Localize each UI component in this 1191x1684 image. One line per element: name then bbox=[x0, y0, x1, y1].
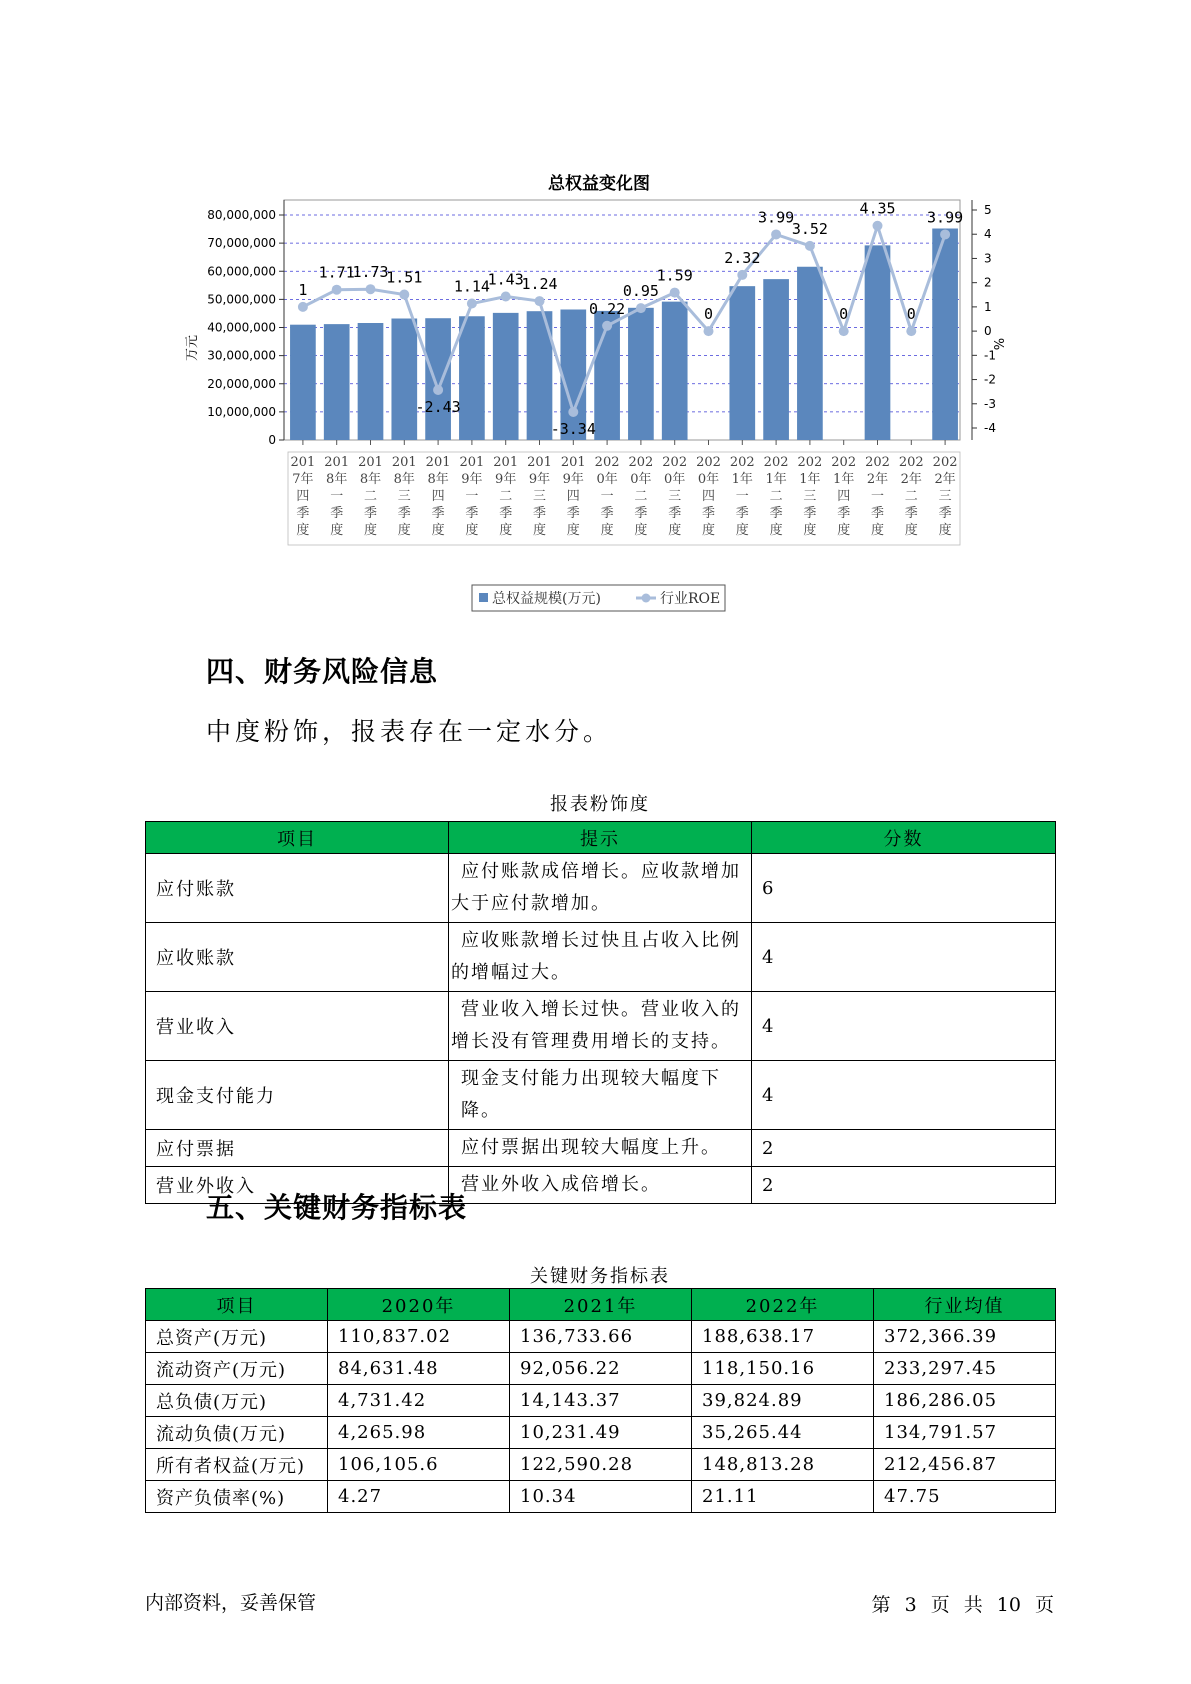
category-label: 201 bbox=[459, 455, 485, 470]
category-label: 季 bbox=[532, 506, 547, 521]
kpi-value-cell: 372,366.39 bbox=[874, 1321, 1056, 1353]
roe-point bbox=[704, 326, 714, 336]
roe-point bbox=[805, 241, 815, 251]
risk-table-caption: 报表粉饰度 bbox=[550, 794, 650, 815]
kpi-value-cell: 4.27 bbox=[328, 1481, 510, 1513]
category-label: 四 bbox=[431, 489, 445, 504]
footer-confidential: 内部资料，妥善保管 bbox=[145, 1592, 317, 1614]
equity-bar bbox=[425, 318, 451, 440]
y2-tick-label: -1 bbox=[984, 348, 996, 363]
section-5-heading: 五、关键财务指标表 bbox=[206, 1191, 468, 1224]
roe-data-label: 0 bbox=[839, 305, 849, 324]
category-label: 201 bbox=[560, 455, 586, 470]
equity-bar bbox=[763, 279, 789, 440]
risk-score-cell: 4 bbox=[752, 923, 1056, 992]
kpi-value-cell: 148,813.28 bbox=[692, 1449, 874, 1481]
kpi-header-cell: 行业均值 bbox=[874, 1289, 1056, 1321]
category-label: 202 bbox=[763, 455, 789, 470]
equity-bar bbox=[493, 313, 519, 440]
category-label: 季 bbox=[769, 506, 783, 521]
category-label: 季 bbox=[904, 506, 918, 521]
category-label: 季 bbox=[296, 506, 310, 521]
category-label: 度 bbox=[330, 523, 344, 538]
y-tick-label: 50,000,000 bbox=[207, 292, 276, 307]
category-label: 四 bbox=[566, 489, 580, 504]
y2-tick-label: -2 bbox=[984, 372, 996, 387]
risk-item-cell: 应付账款 bbox=[146, 854, 449, 923]
risk-item-cell: 应付票据 bbox=[146, 1130, 449, 1167]
risk-item-cell: 营业收入 bbox=[146, 992, 449, 1061]
plot-frame bbox=[284, 200, 960, 440]
category-label: 一 bbox=[735, 489, 749, 504]
category-label: 度 bbox=[431, 523, 445, 538]
category-label: 9年 bbox=[562, 472, 584, 487]
category-label: 201 bbox=[425, 455, 451, 470]
risk-table-header bbox=[146, 822, 1056, 854]
category-label: 8年 bbox=[393, 472, 415, 487]
chart-category-labels bbox=[288, 452, 960, 545]
kpi-item-cell: 资产负债率(%) bbox=[146, 1481, 328, 1513]
chart-bars bbox=[290, 229, 958, 441]
roe-data-label: 0.95 bbox=[622, 282, 659, 301]
risk-header-score: 分数 bbox=[752, 822, 1056, 854]
category-label: 季 bbox=[870, 506, 885, 521]
roe-data-label: 4.35 bbox=[859, 199, 896, 218]
category-label: 1年 bbox=[833, 472, 855, 487]
category-label: 度 bbox=[701, 523, 716, 538]
kpi-header-cell: 项目 bbox=[146, 1289, 328, 1321]
roe-point bbox=[399, 290, 409, 300]
roe-data-label: 2.32 bbox=[724, 248, 761, 267]
category-label: 201 bbox=[324, 455, 350, 470]
category-label: 季 bbox=[668, 506, 682, 521]
risk-tip-cell bbox=[449, 1130, 752, 1167]
roe-point bbox=[568, 407, 578, 417]
y-tick-label: 0 bbox=[268, 433, 276, 447]
risk-score-cell: 2 bbox=[752, 1167, 1056, 1204]
category-label: 度 bbox=[938, 523, 952, 538]
category-frame bbox=[288, 452, 960, 545]
kpi-item-cell: 总资产(万元) bbox=[146, 1321, 328, 1353]
category-label: 四 bbox=[837, 489, 851, 504]
equity-bar bbox=[662, 302, 688, 440]
category-label: 202 bbox=[662, 455, 688, 470]
y2-tick-label: 4 bbox=[984, 227, 992, 242]
legend-bar-swatch bbox=[479, 593, 488, 602]
risk-tip-line-1: 现金支付能力出现较大幅度下降。 bbox=[461, 1068, 721, 1121]
risk-table-row bbox=[146, 854, 1056, 923]
risk-header-tip: 提示 bbox=[449, 822, 752, 854]
equity-bar bbox=[290, 325, 316, 440]
risk-tip-line-1: 应付账款成倍增长。应收款增加 bbox=[461, 861, 741, 882]
kpi-value-cell: 122,590.28 bbox=[510, 1449, 692, 1481]
footer-page-number: 第 3 页 共 10 页 bbox=[871, 1594, 1054, 1616]
risk-item-cell: 营业外收入 bbox=[146, 1167, 449, 1204]
category-label: 9年 bbox=[495, 472, 517, 487]
category-label: 202 bbox=[932, 455, 958, 470]
category-label: 度 bbox=[397, 523, 411, 538]
roe-point bbox=[501, 291, 511, 301]
y2-tick-label: 1 bbox=[984, 299, 992, 314]
risk-tip-line-1: 营业外收入成倍增长。 bbox=[461, 1174, 661, 1195]
category-label: 9年 bbox=[528, 472, 551, 487]
risk-tip-cell bbox=[449, 1167, 752, 1204]
legend-bar-label: 总权益规模(万元) bbox=[492, 591, 601, 607]
risk-score-cell: 4 bbox=[752, 1061, 1056, 1130]
kpi-table-row bbox=[146, 1417, 1056, 1449]
kpi-value-cell: 136,733.66 bbox=[510, 1321, 692, 1353]
category-label: 7年 bbox=[292, 472, 314, 487]
category-label: 度 bbox=[837, 523, 851, 538]
y-tick-label: 10,000,000 bbox=[207, 404, 276, 419]
risk-tip-line-2: 的增幅过大。 bbox=[451, 962, 571, 983]
roe-data-label: 1.59 bbox=[656, 266, 693, 285]
category-label: 度 bbox=[600, 523, 614, 538]
kpi-value-cell: 4,265.98 bbox=[328, 1417, 510, 1449]
risk-table-row bbox=[146, 923, 1056, 992]
risk-tip-cell bbox=[449, 854, 752, 923]
kpi-value-cell: 233,297.45 bbox=[874, 1353, 1056, 1385]
risk-tip-line-2: 增长没有管理费用增长的支持。 bbox=[451, 1031, 731, 1052]
category-label: 季 bbox=[634, 506, 648, 521]
chart-title: 总权益变化图 bbox=[548, 174, 650, 194]
kpi-table-row bbox=[146, 1385, 1056, 1417]
roe-point bbox=[873, 221, 883, 231]
risk-tip-line-2: 大于应付款增加。 bbox=[451, 893, 611, 914]
roe-data-label: 1.73 bbox=[352, 263, 389, 282]
legend-line-label: 行业ROE bbox=[660, 591, 721, 607]
roe-data-label: 1.71 bbox=[318, 263, 355, 282]
kpi-value-cell: 10.34 bbox=[510, 1481, 692, 1513]
category-label: 二 bbox=[499, 489, 513, 504]
roe-data-label: 0 bbox=[703, 305, 714, 324]
category-label: 202 bbox=[797, 455, 823, 470]
equity-bar bbox=[459, 316, 485, 440]
category-label: 2年 bbox=[934, 472, 956, 487]
category-label: 三 bbox=[938, 489, 952, 504]
chart-legend bbox=[472, 585, 725, 611]
category-label: 季 bbox=[735, 506, 749, 521]
roe-point bbox=[670, 288, 680, 298]
kpi-value-cell: 84,631.48 bbox=[328, 1353, 510, 1385]
kpi-header-cell: 2022年 bbox=[692, 1289, 874, 1321]
y2-axis-label: % bbox=[990, 337, 1005, 351]
category-label: 季 bbox=[363, 506, 378, 521]
risk-tip-line-1: 应付票据出现较大幅度上升。 bbox=[461, 1137, 721, 1158]
category-label: 0年 bbox=[596, 472, 618, 487]
risk-tip-line-1: 营业收入增长过快。营业收入的 bbox=[461, 999, 741, 1020]
category-label: 201 bbox=[391, 455, 417, 470]
equity-bar bbox=[324, 324, 350, 440]
category-label: 四 bbox=[701, 489, 716, 504]
roe-data-label: -2.43 bbox=[415, 397, 461, 416]
roe-point bbox=[602, 321, 612, 331]
roe-point bbox=[535, 296, 545, 306]
category-label: 季 bbox=[938, 506, 952, 521]
category-label: 8年 bbox=[427, 472, 449, 487]
category-label: 季 bbox=[465, 506, 479, 521]
category-label: 三 bbox=[397, 489, 411, 504]
category-label: 季 bbox=[499, 506, 513, 521]
category-label: 四 bbox=[296, 489, 310, 504]
category-label: 9年 bbox=[461, 472, 483, 487]
category-label: 度 bbox=[634, 523, 648, 538]
risk-tip-cell bbox=[449, 923, 752, 992]
kpi-header-cell: 2021年 bbox=[510, 1289, 692, 1321]
roe-data-label: 3.99 bbox=[758, 208, 795, 227]
risk-table-row bbox=[146, 1061, 1056, 1130]
kpi-table-row bbox=[146, 1481, 1056, 1513]
kpi-value-cell: 106,105.6 bbox=[328, 1449, 510, 1481]
category-label: 季 bbox=[330, 506, 344, 521]
category-label: 度 bbox=[363, 523, 378, 538]
category-label: 二 bbox=[634, 489, 648, 504]
kpi-value-cell: 188,638.17 bbox=[692, 1321, 874, 1353]
category-label: 季 bbox=[431, 506, 445, 521]
category-label: 2年 bbox=[900, 472, 922, 487]
category-label: 202 bbox=[628, 455, 654, 470]
y-tick-label: 60,000,000 bbox=[207, 264, 276, 279]
y2-tick-label: 0 bbox=[984, 324, 992, 339]
category-label: 二 bbox=[904, 489, 918, 504]
risk-table-row bbox=[146, 992, 1056, 1061]
roe-data-label: 1 bbox=[298, 280, 308, 299]
equity-bar bbox=[391, 319, 417, 441]
category-label: 202 bbox=[831, 455, 857, 470]
kpi-value-cell: 186,286.05 bbox=[874, 1385, 1056, 1417]
y2-tick-label: -3 bbox=[984, 396, 996, 411]
category-label: 季 bbox=[566, 506, 580, 521]
legend-line-marker bbox=[642, 594, 651, 603]
equity-bar bbox=[729, 286, 755, 440]
category-label: 季 bbox=[701, 506, 716, 521]
category-label: 三 bbox=[668, 489, 682, 504]
kpi-value-cell: 10,231.49 bbox=[510, 1417, 692, 1449]
category-label: 季 bbox=[837, 506, 851, 521]
category-label: 8年 bbox=[326, 472, 348, 487]
risk-tip-cell bbox=[449, 992, 752, 1061]
category-label: 0年 bbox=[630, 472, 652, 487]
roe-point bbox=[940, 229, 950, 239]
risk-table bbox=[145, 821, 1056, 1204]
roe-point bbox=[737, 270, 747, 280]
y-axis-label: 万元 bbox=[185, 334, 200, 362]
risk-item-cell: 现金支付能力 bbox=[146, 1061, 449, 1130]
category-label: 一 bbox=[330, 489, 344, 504]
roe-point bbox=[332, 285, 342, 295]
kpi-table-row bbox=[146, 1449, 1056, 1481]
roe-data-label: 1.51 bbox=[386, 268, 423, 287]
kpi-value-cell: 47.75 bbox=[874, 1481, 1056, 1513]
roe-point bbox=[636, 303, 646, 313]
category-label: 一 bbox=[870, 489, 885, 504]
kpi-item-cell: 流动负债(万元) bbox=[146, 1417, 328, 1449]
category-label: 三 bbox=[532, 489, 547, 504]
kpi-value-cell: 118,150.16 bbox=[692, 1353, 874, 1385]
roe-point bbox=[771, 229, 781, 239]
category-label: 202 bbox=[865, 455, 890, 470]
category-label: 二 bbox=[363, 489, 378, 504]
y2-tick-label: -4 bbox=[984, 421, 996, 435]
kpi-value-cell: 110,837.02 bbox=[328, 1321, 510, 1353]
category-label: 201 bbox=[290, 455, 316, 470]
kpi-item-cell: 总负债(万元) bbox=[146, 1385, 328, 1417]
y2-tick-label: 2 bbox=[984, 275, 992, 290]
kpi-value-cell: 35,265.44 bbox=[692, 1417, 874, 1449]
kpi-value-cell: 92,056.22 bbox=[510, 1353, 692, 1385]
category-label: 201 bbox=[527, 455, 552, 470]
roe-point bbox=[433, 385, 443, 395]
y-tick-label: 30,000,000 bbox=[207, 348, 276, 363]
category-label: 度 bbox=[803, 523, 817, 538]
category-label: 三 bbox=[803, 489, 817, 504]
kpi-table-row bbox=[146, 1321, 1056, 1353]
risk-score-cell: 2 bbox=[752, 1130, 1056, 1167]
kpi-value-cell: 4,731.42 bbox=[328, 1385, 510, 1417]
roe-data-label: 3.52 bbox=[791, 219, 828, 238]
roe-data-label: 0 bbox=[906, 305, 916, 324]
category-label: 1年 bbox=[731, 472, 753, 487]
y-tick-label: 40,000,000 bbox=[207, 320, 276, 335]
category-label: 季 bbox=[600, 506, 614, 521]
kpi-table bbox=[145, 1288, 1056, 1513]
category-label: 1年 bbox=[765, 472, 787, 487]
category-label: 202 bbox=[594, 455, 620, 470]
kpi-table-caption: 关键财务指标表 bbox=[530, 1266, 670, 1287]
category-label: 度 bbox=[566, 523, 580, 538]
equity-bar bbox=[358, 323, 384, 440]
kpi-item-cell: 所有者权益(万元) bbox=[146, 1449, 328, 1481]
equity-chart bbox=[0, 150, 1191, 630]
kpi-value-cell: 134,791.57 bbox=[874, 1417, 1056, 1449]
section-4-text: 中度粉饰，报表存在一定水分。 bbox=[206, 717, 613, 746]
category-label: 度 bbox=[735, 523, 749, 538]
roe-data-label: 1.24 bbox=[521, 275, 558, 294]
roe-data-label: 1.14 bbox=[453, 277, 490, 296]
risk-tip-cell bbox=[449, 1061, 752, 1130]
chart-grid bbox=[284, 200, 960, 440]
kpi-table-header bbox=[146, 1289, 1056, 1321]
risk-item-cell: 应收账款 bbox=[146, 923, 449, 992]
category-label: 二 bbox=[769, 489, 783, 504]
category-label: 202 bbox=[696, 455, 721, 470]
y2-tick-label: 5 bbox=[984, 203, 992, 217]
category-label: 季 bbox=[803, 506, 817, 521]
y-tick-label: 20,000,000 bbox=[207, 376, 276, 391]
kpi-item-cell: 流动资产(万元) bbox=[146, 1353, 328, 1385]
kpi-value-cell: 21.11 bbox=[692, 1481, 874, 1513]
equity-bar bbox=[865, 245, 891, 440]
equity-bar bbox=[628, 308, 654, 440]
category-label: 一 bbox=[600, 489, 614, 504]
risk-score-cell: 4 bbox=[752, 992, 1056, 1061]
category-label: 度 bbox=[465, 523, 479, 538]
roe-point bbox=[366, 284, 376, 294]
risk-score-cell: 6 bbox=[752, 854, 1056, 923]
roe-data-label: 0.22 bbox=[589, 299, 626, 318]
risk-table-row bbox=[146, 1130, 1056, 1167]
risk-tip-line-1: 应收账款增长过快且占收入比例 bbox=[461, 930, 741, 951]
category-label: 202 bbox=[729, 455, 755, 470]
kpi-value-cell: 39,824.89 bbox=[692, 1385, 874, 1417]
equity-bar bbox=[797, 267, 823, 440]
category-label: 度 bbox=[532, 523, 547, 538]
category-label: 202 bbox=[898, 455, 924, 470]
category-label: 度 bbox=[668, 523, 682, 538]
y-tick-label: 70,000,000 bbox=[207, 236, 276, 251]
section-4-heading: 四、财务风险信息 bbox=[206, 655, 439, 688]
category-label: 度 bbox=[296, 523, 310, 538]
risk-header-item: 项目 bbox=[146, 822, 449, 854]
category-label: 度 bbox=[499, 523, 513, 538]
kpi-value-cell: 14,143.37 bbox=[510, 1385, 692, 1417]
category-label: 度 bbox=[769, 523, 783, 538]
roe-point bbox=[467, 298, 477, 308]
roe-point bbox=[298, 302, 308, 312]
category-label: 1年 bbox=[799, 472, 821, 487]
roe-data-label: 3.99 bbox=[927, 208, 964, 227]
kpi-value-cell: 212,456.87 bbox=[874, 1449, 1056, 1481]
category-label: 2年 bbox=[866, 472, 889, 487]
category-label: 0年 bbox=[664, 472, 686, 487]
category-label: 201 bbox=[358, 455, 383, 470]
category-label: 度 bbox=[904, 523, 918, 538]
category-label: 201 bbox=[493, 455, 519, 470]
category-label: 0年 bbox=[697, 472, 720, 487]
kpi-table-row bbox=[146, 1353, 1056, 1385]
category-label: 一 bbox=[465, 489, 479, 504]
roe-data-label: 1.43 bbox=[487, 270, 524, 289]
roe-point bbox=[906, 326, 916, 336]
category-label: 8年 bbox=[359, 472, 382, 487]
roe-data-label: -3.34 bbox=[550, 420, 596, 439]
category-label: 季 bbox=[397, 506, 411, 521]
y2-tick-label: 3 bbox=[984, 251, 992, 266]
category-label: 度 bbox=[870, 523, 885, 538]
roe-point bbox=[839, 326, 849, 336]
y-tick-label: 80,000,000 bbox=[207, 208, 276, 222]
kpi-header-cell: 2020年 bbox=[328, 1289, 510, 1321]
